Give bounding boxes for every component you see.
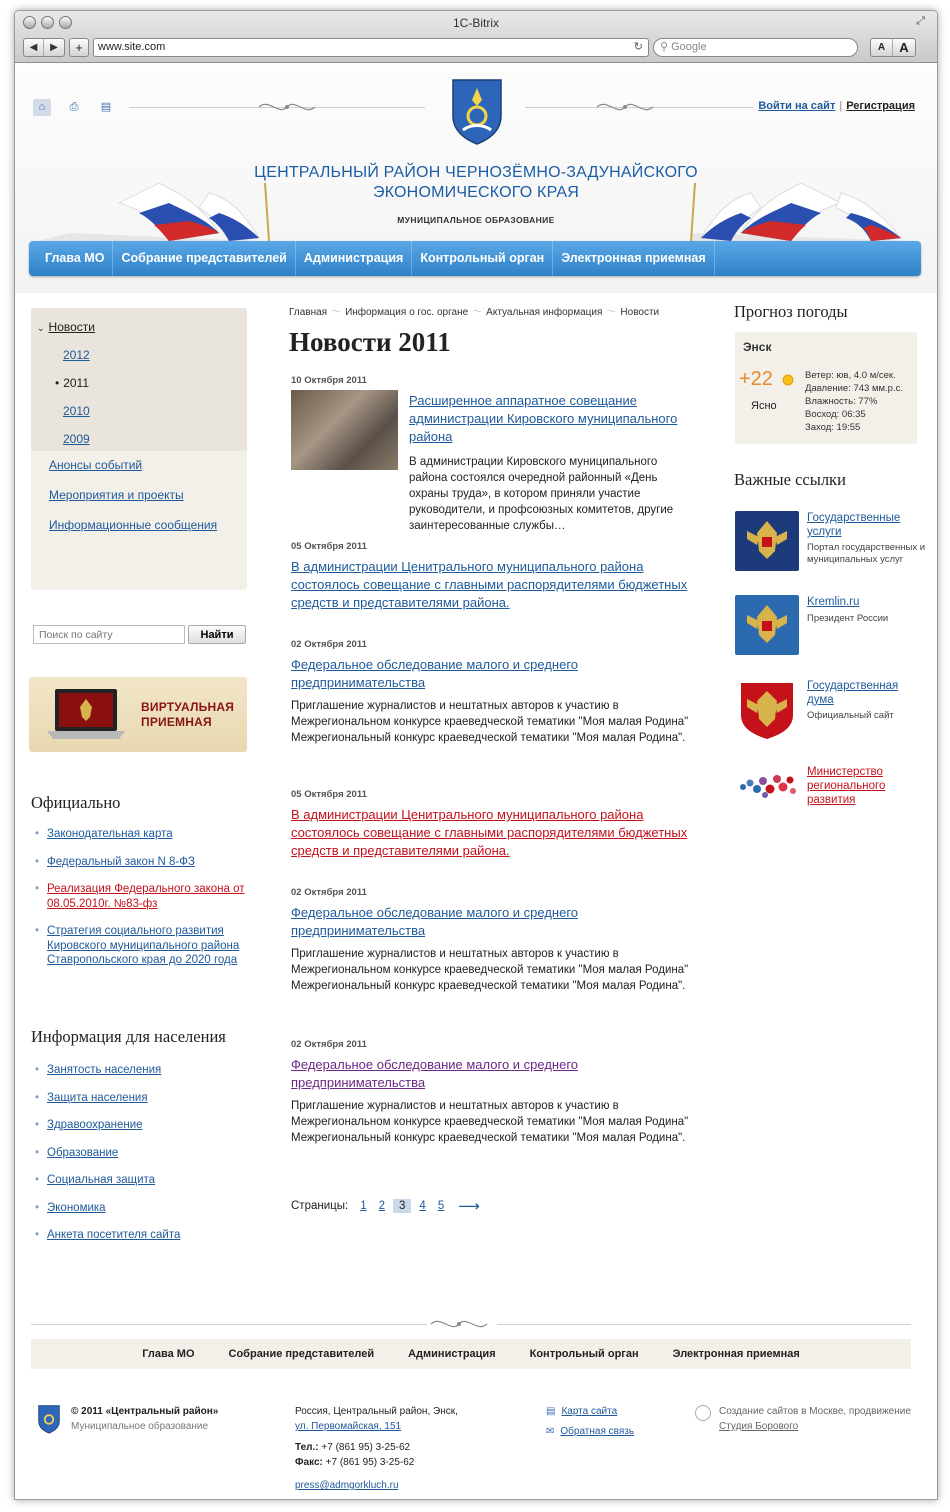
page-link-2[interactable]: 2 xyxy=(378,1200,385,1212)
fullscreen-icon[interactable]: ⤢ xyxy=(916,15,925,27)
footer-service-links xyxy=(546,1404,634,1439)
ornament-right-icon xyxy=(595,98,655,116)
left-menu-news[interactable]: ⌄ Новости xyxy=(37,320,95,334)
footer-divider-right xyxy=(497,1324,911,1325)
breadcrumb: Главная 〜 Информация о гос. органе 〜 Актуальная информация 〜 Новости xyxy=(289,307,660,318)
year-2010 xyxy=(63,404,247,418)
page-link-1[interactable]: 1 xyxy=(360,1200,367,1212)
news-date: 02 Октября 2011 xyxy=(291,1039,367,1050)
search-button[interactable]: Найти xyxy=(188,625,246,644)
news-title[interactable]: В администрации Ценитрального муниципального района состоялось совещание с главными распорядителями бюджетных средств и представителями района. xyxy=(291,807,688,858)
left-menu xyxy=(31,308,247,590)
virtual-reception-line1: ВИРТУАЛЬНАЯ xyxy=(141,700,235,714)
footer-nav-head[interactable]: Глава МО xyxy=(142,1348,195,1360)
footer-org: Муниципальное образование xyxy=(71,1421,209,1432)
footer-nav-administration[interactable]: Администрация xyxy=(408,1348,496,1360)
news-item xyxy=(291,789,691,860)
weather-wind: Ветер: юв, 4.0 м/сек. xyxy=(805,370,896,381)
footer-dev-link[interactable]: Студия Борового xyxy=(719,1421,799,1432)
auth-links: Войти на сайт | Регистрация xyxy=(758,100,915,112)
footer-nav xyxy=(31,1339,911,1369)
news-date: 05 Октября 2011 xyxy=(291,789,367,800)
page-link-4[interactable]: 4 xyxy=(419,1200,426,1212)
developer-logo-icon xyxy=(695,1405,711,1421)
page xyxy=(15,63,937,1500)
minregion-link-line2: регионального развития xyxy=(807,780,886,806)
official-list xyxy=(31,827,245,981)
population-link-7[interactable]: Анкета посетителя сайта xyxy=(47,1229,181,1241)
news-title[interactable]: Федеральное обследование малого и среднего предпринимательства xyxy=(291,905,579,938)
official-heading: Официально xyxy=(31,793,121,812)
footer-email-link[interactable]: press@admgorkluch.ru xyxy=(295,1480,399,1491)
page-link-5[interactable]: 5 xyxy=(437,1200,445,1212)
gosuslugi-link[interactable] xyxy=(807,511,925,539)
news-date: 10 Октября 2011 xyxy=(291,375,367,386)
population-link-5[interactable]: Социальная защита xyxy=(47,1174,156,1186)
window-title: 1C-Bitrix xyxy=(452,16,499,30)
site-title-line2: ЭКОНОМИЧЕСКОГО КРАЯ xyxy=(373,184,579,201)
footer-dev-text: Создание сайтов в Москве, продвижение xyxy=(719,1406,911,1417)
list-item xyxy=(31,1146,245,1161)
site-search xyxy=(33,625,246,644)
year-2009 xyxy=(63,432,247,446)
browser-search-input[interactable] xyxy=(653,38,858,57)
news-title[interactable]: В администрации Ценитрального муниципального района состоялось совещание с главными распорядителями бюджетных средств и представителями района. xyxy=(291,559,688,610)
pagination xyxy=(291,1197,480,1215)
population-link-6[interactable]: Экономика xyxy=(47,1201,106,1214)
news-item xyxy=(291,541,691,612)
footer-nav-reception[interactable]: Электронная приемная xyxy=(672,1348,800,1360)
official-link-3[interactable]: Реализация Федерального закона от 08.05.2010г. №83-фз xyxy=(47,883,245,910)
browser-titlebar xyxy=(15,11,937,63)
population-link-3[interactable]: Здравоохранение xyxy=(47,1119,143,1131)
population-heading: Информация для населения xyxy=(31,1027,226,1046)
browser-toolbar xyxy=(23,37,929,57)
search-icon: ⚲ xyxy=(660,40,669,53)
population-link-2[interactable]: Защита населения xyxy=(47,1091,148,1104)
browser-window xyxy=(14,10,938,1500)
official-link-2[interactable]: Федеральный закон N 8-ФЗ xyxy=(47,855,195,868)
breadcrumb-home[interactable]: Главная xyxy=(289,307,328,318)
population-list xyxy=(31,1063,245,1256)
gosuslugi-desc: Портал государственных и муниципальных услуг xyxy=(807,542,926,565)
new-tab-button[interactable]: + xyxy=(69,38,89,57)
list-item xyxy=(31,855,245,870)
history-buttons xyxy=(23,38,65,57)
news-text: Приглашение журналистов и нештатных авторов к участию в Межрегиональном конкурсе краеведческой тематики "Моя малая Родина" Межрегиональный конкурс краеведческой тематики "Моя малая Родина". xyxy=(291,1100,689,1144)
forward-button[interactable]: ▶ xyxy=(50,41,58,53)
nav-head[interactable]: Глава МО xyxy=(29,241,113,276)
duma-desc: Официальный сайт xyxy=(807,710,894,721)
weather-temp: +22 xyxy=(739,368,773,390)
minregion-link-line1: Министерство xyxy=(807,766,883,778)
list-item xyxy=(31,1173,245,1188)
weather-condition: Ясно xyxy=(751,400,777,412)
footer-fax: +7 (861 95) 3-25-62 xyxy=(325,1457,415,1468)
weather-widget xyxy=(735,332,917,444)
breadcrumb-info[interactable]: Информация о гос. органе xyxy=(345,307,469,318)
list-item xyxy=(31,1091,245,1106)
sun-icon xyxy=(780,372,796,388)
footer-developer xyxy=(695,1404,911,1434)
list-item xyxy=(31,1063,245,1078)
coat-of-arms-icon xyxy=(449,76,505,146)
footer-ornament-icon xyxy=(429,1315,489,1333)
kremlin-desc: Президент России xyxy=(807,613,889,624)
address-bar[interactable] xyxy=(93,38,649,57)
left-menu-info[interactable]: Информационные сообщения xyxy=(49,518,218,532)
news-thumbnail[interactable] xyxy=(291,390,398,470)
back-button[interactable]: ◀ xyxy=(24,39,44,56)
footer-divider-left xyxy=(31,1324,427,1325)
nav-assembly[interactable]: Собрание представителей xyxy=(113,241,295,276)
list-item xyxy=(31,1228,245,1243)
footer-address-link[interactable]: ул. Первомайская, 151 xyxy=(295,1421,402,1432)
footer-tel-label: Тел.: xyxy=(295,1442,319,1453)
list-item xyxy=(31,882,245,911)
list-item xyxy=(31,1118,245,1133)
footer-tel: +7 (861 95) 3-25-62 xyxy=(321,1442,411,1453)
reload-icon[interactable]: ↻ xyxy=(633,40,643,53)
left-menu-news-section xyxy=(31,308,247,451)
page-title: Новости 2011 xyxy=(289,327,451,357)
minregion-logo-icon[interactable] xyxy=(735,767,799,803)
nav-control[interactable]: Контрольный орган xyxy=(412,241,553,276)
footer-nav-control[interactable]: Контрольный орган xyxy=(529,1348,639,1360)
virtual-reception-label xyxy=(141,700,234,730)
official-link-1[interactable]: Законодательная карта xyxy=(47,828,173,840)
pagination-label: Страницы: xyxy=(291,1200,349,1212)
weather-heading: Прогноз погоды xyxy=(734,302,848,321)
list-item xyxy=(31,924,245,968)
search-input[interactable] xyxy=(33,625,185,644)
weather-humidity: Влажность: 77% xyxy=(805,396,878,407)
footer-address-line1: Россия, Центральный район, Энск, xyxy=(295,1406,458,1417)
population-link-4[interactable]: Образование xyxy=(47,1146,119,1159)
nav-administration[interactable]: Администрация xyxy=(296,241,412,276)
breadcrumb-current: Новости xyxy=(620,307,660,318)
news-title[interactable]: Расширенное аппаратное совещание администрации Кировского муниципального района xyxy=(409,393,678,444)
main-nav xyxy=(29,241,921,276)
duma-link-line1: Государственная xyxy=(807,680,899,692)
virtual-reception-banner[interactable] xyxy=(29,677,247,752)
minregion-link[interactable] xyxy=(807,765,925,807)
news-text: Приглашение журналистов и нештатных авторов к участию в Межрегиональном конкурсе краеведческой тематики "Моя малая Родина" Межрегиональный конкурс краеведческой тематики "Моя малая Родина". xyxy=(291,700,689,744)
breadcrumb-actual[interactable]: Актуальная информация xyxy=(486,307,603,318)
virtual-reception-line2: ПРИЕМНАЯ xyxy=(141,715,212,729)
laptop-icon xyxy=(47,687,127,743)
news-text: Приглашение журналистов и нештатных авторов к участию в Межрегиональном конкурсе краеведческой тематики "Моя малая Родина" Межрегиональный конкурс краеведческой тематики "Моя малая Родина". xyxy=(291,948,689,992)
chevron-down-icon: ⌄ xyxy=(37,323,45,333)
home-icon[interactable]: ⌂ xyxy=(33,99,51,116)
official-link-4[interactable]: Стратегия социального развития Кировского муниципального района Ставропольского края до 2020 года xyxy=(47,925,240,966)
links-heading: Важные ссылки xyxy=(734,470,846,489)
register-link[interactable]: Регистрация xyxy=(846,100,915,112)
login-link[interactable]: Войти на сайт xyxy=(758,100,836,112)
news-date: 02 Октября 2011 xyxy=(291,887,367,898)
footer-copyright-block xyxy=(71,1404,218,1434)
duma-link[interactable] xyxy=(807,679,925,707)
left-menu-events[interactable]: Мероприятия и проекты xyxy=(49,488,184,502)
news-item xyxy=(291,1039,691,1146)
footer-sitemap-link[interactable]: Карта сайта xyxy=(561,1406,618,1417)
year-2012-link[interactable]: 2012 xyxy=(63,348,90,362)
kremlin-link[interactable]: Kremlin.ru xyxy=(807,596,860,608)
list-item xyxy=(31,827,245,842)
page-current: 3 xyxy=(393,1199,411,1213)
duma-emblem-icon[interactable] xyxy=(735,679,799,739)
footer-nav-assembly[interactable]: Собрание представителей xyxy=(228,1348,375,1360)
gosuslugi-link-line2: услуги xyxy=(807,526,842,538)
news-date: 05 Октября 2011 xyxy=(291,541,367,552)
utility-icons xyxy=(33,99,115,116)
population-link-1[interactable]: Занятость населения xyxy=(47,1064,162,1076)
year-2012[interactable] xyxy=(63,348,247,362)
sitemap-icon: ▤ xyxy=(546,1406,556,1417)
footer-coat-of-arms-icon xyxy=(37,1404,61,1434)
footer-contacts xyxy=(295,1404,458,1493)
text-size-buttons xyxy=(870,38,916,57)
news-date: 02 Октября 2011 xyxy=(291,639,367,650)
ornament-left-icon xyxy=(257,98,317,116)
news-item xyxy=(291,375,691,534)
year-2010-link[interactable]: 2010 xyxy=(63,404,90,418)
next-page-arrow-icon[interactable]: ⟶ xyxy=(458,1198,480,1215)
weather-pressure: Давление: 743 мм.р.с. xyxy=(805,383,903,394)
site-subtitle: МУНИЦИПАЛЬНОЕ ОБРАЗОВАНИЕ xyxy=(397,215,555,225)
kremlin-emblem-icon[interactable] xyxy=(735,595,799,655)
news-item xyxy=(291,887,691,994)
site-title xyxy=(15,163,937,203)
print-icon[interactable]: ⎙ xyxy=(69,101,79,113)
news-text: В администрации Кировского муниципального района состоялся очередной районный «День охраны труда», в котором приняли участие руководители, и профсоюзных комитетов, другие заинтересованные службы… xyxy=(409,456,674,532)
weather-sunrise: Восход: 06:35 xyxy=(805,409,866,420)
footer-copyright: © 2011 «Центральный район» xyxy=(71,1406,219,1417)
duma-link-line2: дума xyxy=(807,694,834,706)
year-2011: • 2011 xyxy=(63,376,247,390)
weather-city: Энск xyxy=(743,340,772,354)
footer-fax-label: Факс: xyxy=(295,1457,323,1468)
mail-icon: ✉ xyxy=(546,1426,555,1437)
browser-search-placeholder: Google xyxy=(671,40,707,53)
year-2009-link[interactable]: 2009 xyxy=(63,432,90,446)
left-menu-announcements[interactable]: Анонсы событий xyxy=(49,458,143,472)
nav-reception[interactable]: Электронная приемная xyxy=(553,241,714,276)
gosuslugi-emblem-icon[interactable] xyxy=(735,511,799,571)
text-bigger-button[interactable]: A xyxy=(899,39,909,55)
list-item xyxy=(31,1201,245,1216)
news-item xyxy=(291,639,691,746)
text-smaller-button[interactable]: A xyxy=(871,39,893,56)
footer-feedback-link[interactable]: Обратная связь xyxy=(560,1426,635,1437)
sitemap-icon[interactable]: ▤ xyxy=(100,101,112,113)
weather-sunset: Заход: 19:55 xyxy=(805,422,861,433)
gosuslugi-link-line1: Государственные xyxy=(807,512,901,524)
news-title[interactable]: Федеральное обследование малого и среднего предпринимательства xyxy=(291,657,579,690)
weather-stats xyxy=(805,369,903,434)
site-title-line1: ЦЕНТРАЛЬНЫЙ РАЙОН ЧЕРНОЗЁМНО-ЗАДУНАЙСКОГО xyxy=(254,164,698,181)
address-bar-text: www.site.com xyxy=(98,40,166,53)
news-title[interactable]: Федеральное обследование малого и среднего предпринимательства xyxy=(291,1057,579,1090)
